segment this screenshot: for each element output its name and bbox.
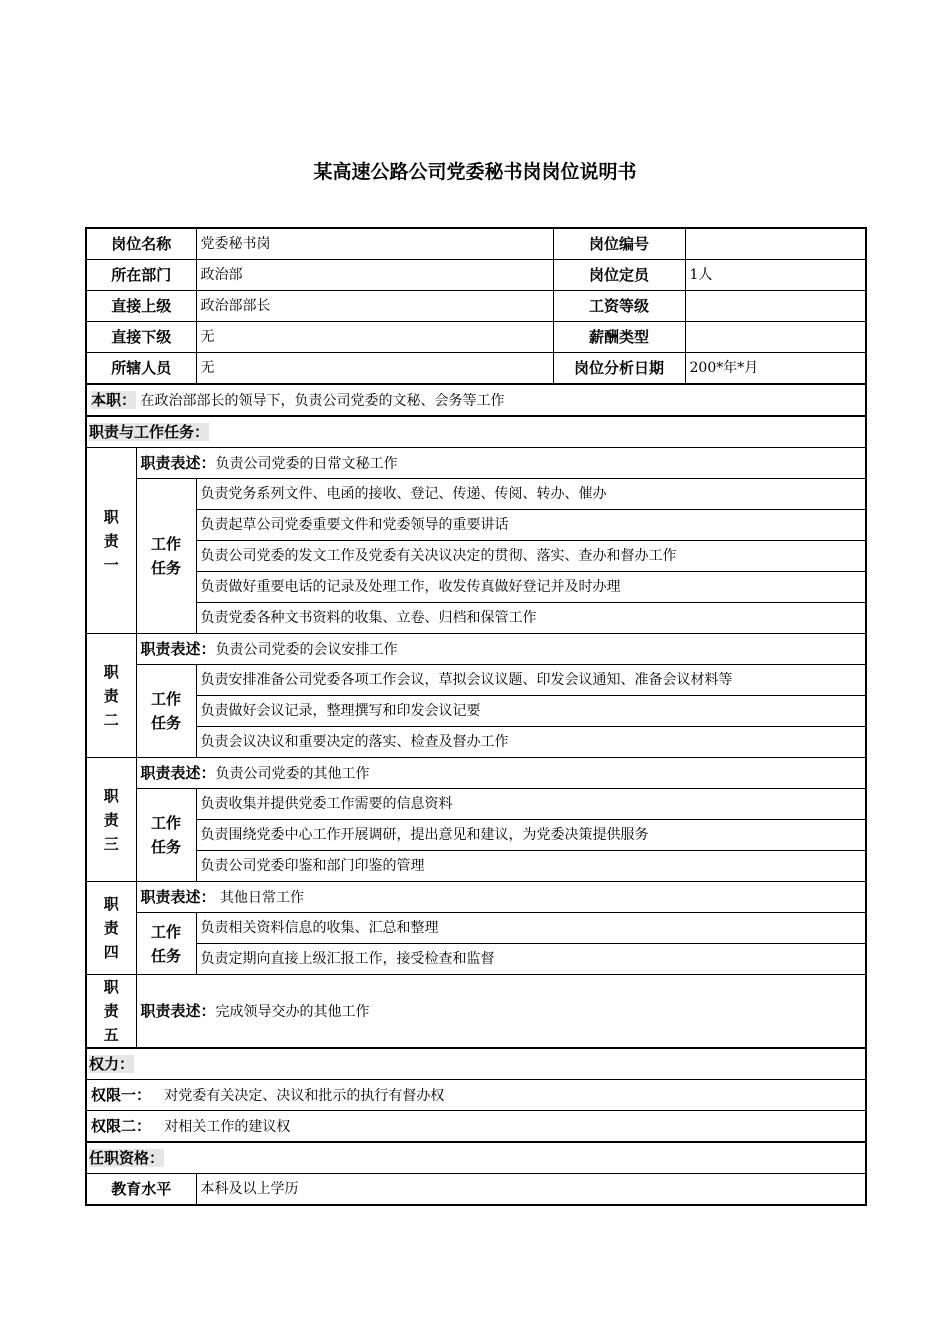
resp3-char-2: 责 bbox=[103, 810, 119, 829]
resp2-task-row bbox=[86, 696, 866, 727]
row-qualification-header bbox=[86, 1142, 866, 1174]
authority-item bbox=[86, 1080, 866, 1111]
resp1-task-row bbox=[86, 510, 866, 541]
authority-item bbox=[86, 1111, 866, 1143]
resp4-desc-label: 职责表述： bbox=[140, 887, 216, 906]
resp4-desc-row bbox=[86, 882, 866, 913]
task-item: 负责做好重要电话的记录及处理工作，收发传真做好登记并及时办理 bbox=[196, 572, 866, 603]
value-sub: 无 bbox=[196, 322, 553, 353]
resp2-task-label-b: 任务 bbox=[151, 714, 182, 732]
resp5-char-2: 责 bbox=[103, 1002, 119, 1020]
row-authority-2 bbox=[86, 1111, 866, 1143]
authority-label: 权限一： bbox=[91, 1085, 152, 1104]
duty-text: 在政治部部长的领导下，负责公司党委的文秘、会务等工作 bbox=[140, 392, 505, 409]
resp3-desc bbox=[136, 758, 866, 789]
value-dept: 政治部 bbox=[196, 260, 553, 291]
resp1-task-row bbox=[86, 572, 866, 603]
resp1-desc-label: 职责表述： bbox=[140, 453, 216, 472]
row-education bbox=[86, 1174, 866, 1206]
resp1-desc-text: 负责公司党委的日常文秘工作 bbox=[215, 455, 398, 472]
task-item: 负责起草公司党委重要文件和党委领导的重要讲话 bbox=[196, 510, 866, 541]
resp5-label bbox=[86, 975, 136, 1049]
resp3-task-row bbox=[86, 851, 866, 882]
resp2-task-label bbox=[136, 665, 196, 758]
value-code bbox=[685, 228, 866, 260]
label-staff: 所辖人员 bbox=[86, 353, 196, 385]
resp1-desc bbox=[136, 448, 866, 479]
label-name: 岗位名称 bbox=[86, 228, 196, 260]
resp4-task-label bbox=[136, 913, 196, 975]
authority-header-text: 权力： bbox=[89, 1055, 135, 1073]
row-authority-header bbox=[86, 1048, 866, 1080]
row-duty bbox=[86, 384, 866, 416]
row-resp-header bbox=[86, 416, 866, 448]
resp5-char-1: 职 bbox=[103, 978, 119, 996]
row-authority-1 bbox=[86, 1080, 866, 1111]
resp2-char-3: 二 bbox=[103, 710, 119, 729]
resp1-char-3: 一 bbox=[103, 555, 119, 574]
task-item: 负责做好会议记录，整理撰写和印发会议记要 bbox=[196, 696, 866, 727]
resp2-task-label-a: 工作 bbox=[151, 690, 182, 708]
task-item: 负责党务系列文件、电函的接收、登记、传递、传阅、转办、催办 bbox=[196, 479, 866, 510]
resp3-char-1: 职 bbox=[103, 786, 119, 805]
label-date: 岗位分析日期 bbox=[553, 353, 685, 385]
resp3-task-label bbox=[136, 789, 196, 882]
resp4-desc bbox=[136, 882, 866, 913]
value-grade bbox=[685, 291, 866, 322]
resp3-task-row bbox=[86, 820, 866, 851]
label-superior: 直接上级 bbox=[86, 291, 196, 322]
task-item: 负责围绕党委中心工作开展调研，提出意见和建议，为党委决策提供服务 bbox=[196, 820, 866, 851]
task-item: 负责公司党委印鉴和部门印鉴的管理 bbox=[196, 851, 866, 882]
task-item: 负责定期向直接上级汇报工作，接受检查和监督 bbox=[196, 944, 866, 975]
resp1-desc-row bbox=[86, 448, 866, 479]
resp5-desc-label: 职责表述： bbox=[140, 1001, 216, 1020]
resp1-task-row bbox=[86, 603, 866, 634]
value-name: 党委秘书岗 bbox=[196, 228, 553, 260]
responsibilities-header-text: 职责与工作任务： bbox=[89, 423, 210, 441]
row-dept bbox=[86, 260, 866, 291]
job-description-table bbox=[85, 227, 867, 1206]
qualification-header-text: 任职资格： bbox=[89, 1149, 165, 1167]
label-dept: 所在部门 bbox=[86, 260, 196, 291]
resp3-desc-text: 负责公司党委的其他工作 bbox=[215, 765, 370, 782]
value-date: 200*年*月 bbox=[685, 353, 866, 385]
resp2-task-row bbox=[86, 727, 866, 758]
resp5-desc-row bbox=[86, 975, 866, 1049]
resp2-char-2: 责 bbox=[103, 686, 119, 705]
resp2-label bbox=[86, 634, 136, 758]
resp1-task-label-a: 工作 bbox=[151, 535, 182, 553]
resp4-task-row bbox=[86, 944, 866, 975]
resp5-char-3: 五 bbox=[103, 1026, 119, 1044]
authority-header bbox=[86, 1048, 866, 1080]
resp4-label bbox=[86, 882, 136, 975]
row-staff bbox=[86, 353, 866, 385]
page-title: 某高速公路公司党委秘书岗岗位说明书 bbox=[313, 161, 637, 183]
task-item: 负责党委各种文书资料的收集、立卷、归档和保管工作 bbox=[196, 603, 866, 634]
task-item: 负责收集并提供党委工作需要的信息资料 bbox=[196, 789, 866, 820]
resp3-label bbox=[86, 758, 136, 882]
row-superior bbox=[86, 291, 866, 322]
resp4-char-3: 四 bbox=[103, 943, 119, 961]
row-name bbox=[86, 228, 866, 260]
resp5-desc-text: 完成领导交办的其他工作 bbox=[215, 1003, 370, 1020]
resp3-char-3: 三 bbox=[103, 834, 119, 853]
value-staff: 无 bbox=[196, 353, 553, 385]
label-quota: 岗位定员 bbox=[553, 260, 685, 291]
responsibilities-header bbox=[86, 416, 866, 448]
edu-label: 教育水平 bbox=[86, 1174, 196, 1206]
resp2-desc-row bbox=[86, 634, 866, 665]
resp1-task-label-b: 任务 bbox=[151, 559, 182, 577]
resp3-desc-row bbox=[86, 758, 866, 789]
value-quota: 1人 bbox=[685, 260, 866, 291]
resp1-char-1: 职 bbox=[103, 507, 119, 526]
edu-value: 本科及以上学历 bbox=[196, 1174, 866, 1206]
resp4-task-row bbox=[86, 913, 866, 944]
authority-text: 对相关工作的建议权 bbox=[164, 1118, 291, 1135]
value-superior: 政治部部长 bbox=[196, 291, 553, 322]
duty-cell bbox=[86, 384, 866, 416]
resp1-label bbox=[86, 448, 136, 634]
resp2-desc-label: 职责表述： bbox=[140, 639, 216, 658]
resp4-char-1: 职 bbox=[103, 895, 119, 913]
resp1-task-row bbox=[86, 479, 866, 510]
resp4-desc-text: 其他日常工作 bbox=[215, 889, 304, 906]
row-sub bbox=[86, 322, 866, 353]
resp1-task-row bbox=[86, 541, 866, 572]
task-item: 负责公司党委的发文工作及党委有关决议决定的贯彻、落实、查办和督办工作 bbox=[196, 541, 866, 572]
resp3-desc-label: 职责表述： bbox=[140, 763, 216, 782]
task-item: 负责会议决议和重要决定的落实、检查及督办工作 bbox=[196, 727, 866, 758]
resp4-task-label-b: 任务 bbox=[151, 946, 182, 965]
resp3-task-label-b: 任务 bbox=[151, 838, 182, 856]
resp4-task-label-a: 工作 bbox=[151, 922, 182, 941]
authority-text: 对党委有关决定、决议和批示的执行有督办权 bbox=[164, 1087, 445, 1104]
resp1-char-2: 责 bbox=[103, 531, 119, 550]
duty-label: 本职： bbox=[91, 390, 137, 409]
value-paytype bbox=[685, 322, 866, 353]
label-code: 岗位编号 bbox=[553, 228, 685, 260]
resp5-desc bbox=[136, 975, 866, 1049]
label-sub: 直接下级 bbox=[86, 322, 196, 353]
authority-label: 权限二： bbox=[91, 1116, 152, 1135]
resp1-task-label bbox=[136, 479, 196, 634]
resp2-desc bbox=[136, 634, 866, 665]
resp2-char-1: 职 bbox=[103, 662, 119, 681]
task-item: 负责相关资料信息的收集、汇总和整理 bbox=[196, 913, 866, 944]
resp3-task-row bbox=[86, 789, 866, 820]
label-grade: 工资等级 bbox=[553, 291, 685, 322]
resp3-task-label-a: 工作 bbox=[151, 814, 182, 832]
resp2-task-row bbox=[86, 665, 866, 696]
task-item: 负责安排准备公司党委各项工作会议，草拟会议议题、印发会议通知、准备会议材料等 bbox=[196, 665, 866, 696]
resp4-char-2: 责 bbox=[103, 919, 119, 937]
qualification-header bbox=[86, 1142, 866, 1174]
label-paytype: 薪酬类型 bbox=[553, 322, 685, 353]
resp2-desc-text: 负责公司党委的会议安排工作 bbox=[215, 641, 398, 658]
